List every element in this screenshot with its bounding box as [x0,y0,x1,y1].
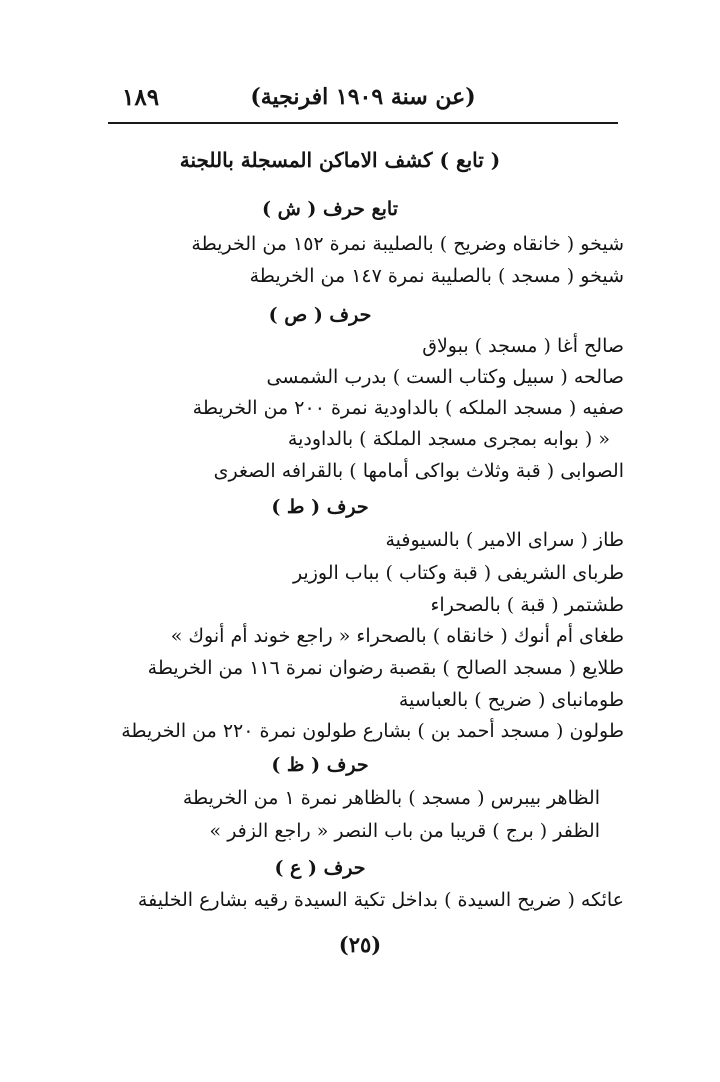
entry: طشتمر ( قبة ) بالصحراء [430,594,624,616]
entry: طومانباى ( ضريح ) بالعباسية [398,689,624,711]
entry: صالحه ( سبيل وكتاب الست ) بدرب الشمسى [266,366,624,388]
entry: صفيه ( مسجد الملكه ) بالداودية نمرة ٢٠٠ من الخريطة [192,397,624,419]
signature-mark: (٢٥) [338,932,382,957]
letter-heading-sad: حرف ( ص ) [268,304,372,326]
running-title: (عن سنة ١٩٠٩ افرنجية) [250,84,476,110]
entry: الظاهر بيبرس ( مسجد ) بالظاهر نمرة ١ من الخريطة [182,787,600,809]
page-number: ١٨٩ [122,84,160,111]
letter-heading-tah: حرف ( ط ) [271,496,369,518]
page-header [108,82,618,124]
entry: طولون ( مسجد أحمد بن ) بشارع طولون نمرة ٢٢٠ من الخريطة [121,720,624,742]
entry: طرباى الشريفى ( قبة وكتاب ) بباب الوزير [292,562,624,584]
letter-heading-ain: حرف ( ع ) [274,857,366,879]
entry: طاز ( سراى الامير ) بالسيوفية [385,529,624,551]
entry: شيخو ( مسجد ) بالصليبة نمرة ١٤٧ من الخريطة [249,265,624,287]
entry: طغاى أم أنوك ( خانقاه ) بالصحراء « راجع خوند أم أنوك » [170,625,624,647]
entry: صالح أغا ( مسجد ) ببولاق [422,335,624,357]
entry: « ( بوابه بمجرى مسجد الملكة ) بالداودية [287,428,610,450]
entry: الظفر ( برج ) قريبا من باب النصر « راجع الزفر » [209,820,600,842]
entry: عائكه ( ضريح السيدة ) بداخل تكية السيدة رقيه بشارع الخليفة [137,889,624,911]
entry: طلايع ( مسجد الصالح ) بقصبة رضوان نمرة ١١٦ من الخريطة [147,657,624,679]
letter-heading-zah: حرف ( ظ ) [271,754,369,776]
letter-heading-sheen: تابع حرف ( ش ) [261,198,399,220]
entry: الصوابى ( قبة وثلاث بواكى أمامها ) بالقرافه الصغرى [213,460,624,482]
section-title: ( تابع ) كشف الاماكن المسجلة باللجنة [179,148,501,172]
entry: شيخو ( خانقاه وضريح ) بالصليبة نمرة ١٥٢ من الخريطة [191,233,624,255]
